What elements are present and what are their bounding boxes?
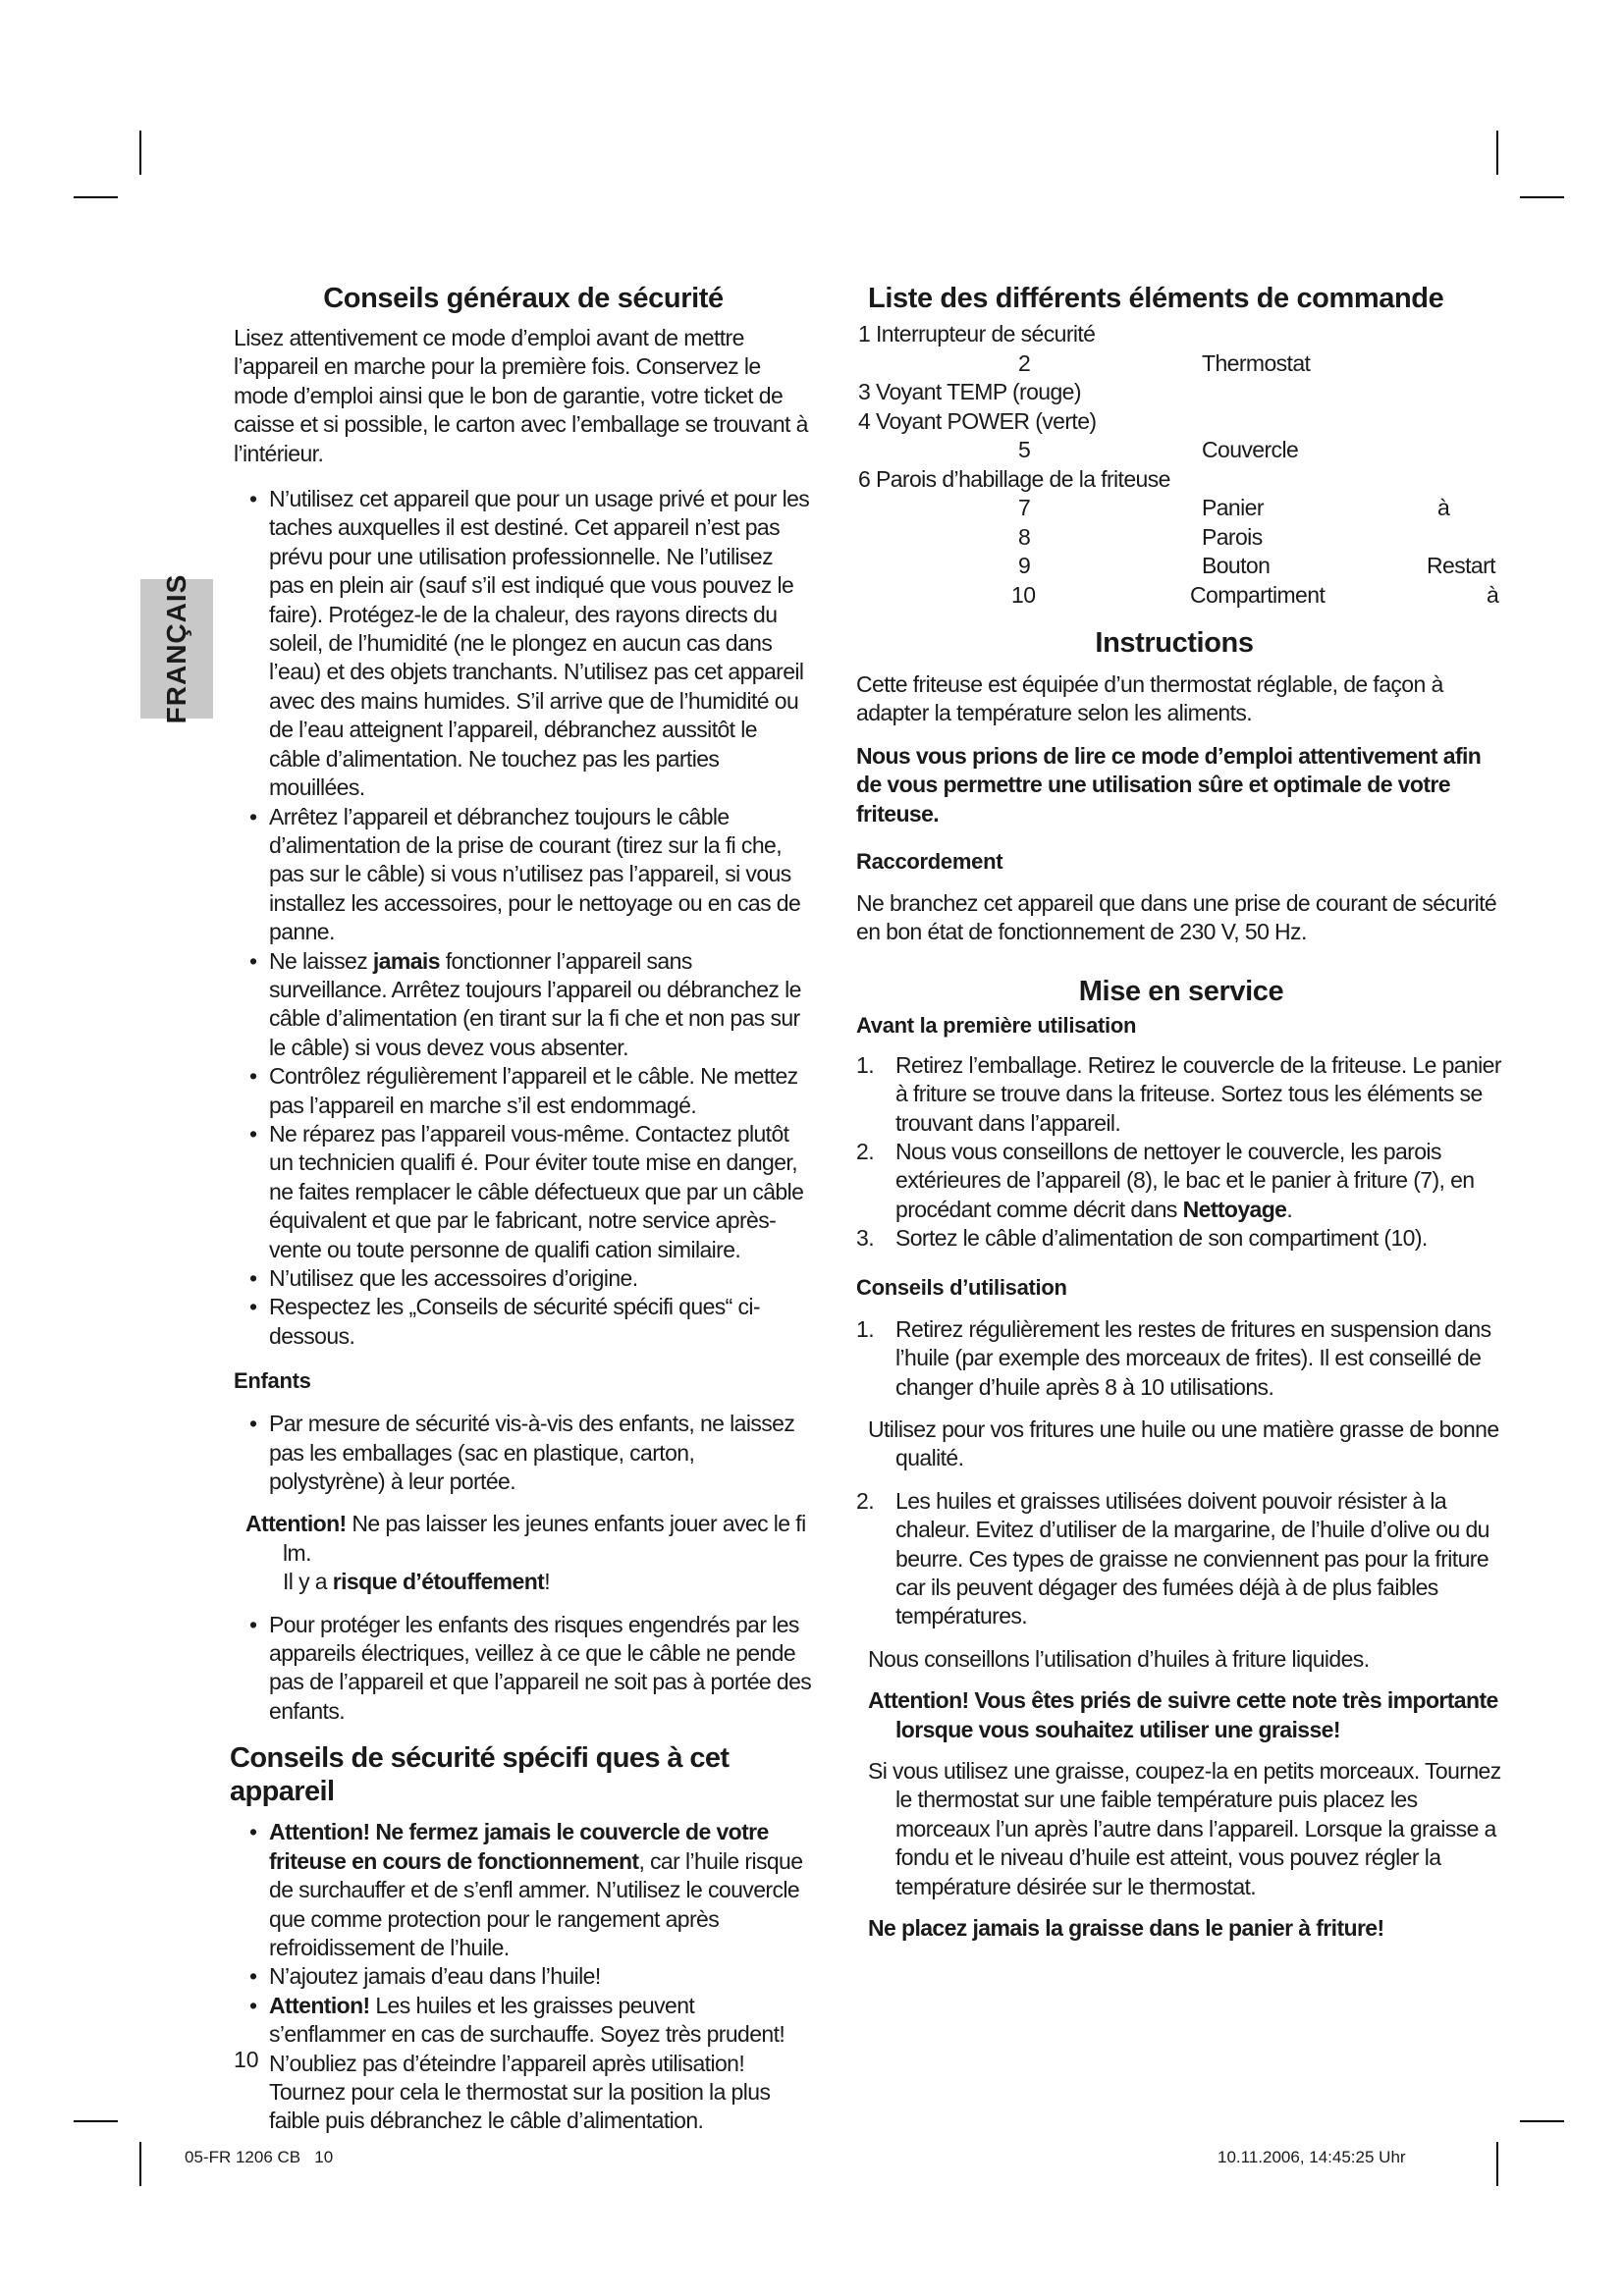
enfants-list [230, 1410, 813, 1496]
list-item: • Contrôlez régulièrement l’appareil et le câble. Ne mettez pas l’appareil en marche s’il est endommagé. [230, 1062, 813, 1120]
control-num: 1 Interrupteur de sécurité [858, 321, 1096, 347]
list-item: • Ne réparez pas l’appareil vous-même. Contactez plutôt un technicien qualifi é. Pour éviter toute mise en danger, ne faites remplacer le câble défectueux que par un câble équivalent et que par le fabricant, notre service après-vente ou toute personne de qualifi cation similaire. [230, 1120, 813, 1264]
attention-label: Attention! [245, 1511, 347, 1537]
crop-mark [74, 2120, 118, 2122]
crop-mark [139, 2142, 141, 2186]
item-number: 3. [856, 1225, 874, 1252]
control-label: Couvercle [1202, 437, 1299, 462]
intro-paragraph: Lisez attentivement ce mode d’emploi avant de mettre l’appareil en marche pour la première fois. Conservez le mode d’emploi ainsi que le bon de garantie, votre ticket de caisse et si possible, le carton avec l’emballage se trouvant à l’intérieur. [234, 325, 808, 466]
crop-mark [1520, 2120, 1564, 2122]
list-item: • Respectez les „Conseils de sécurité spécifi ques“ ci-dessous. [230, 1293, 813, 1351]
list-item: • Pour protéger les enfants des risques engendrés par les appareils électriques, veillez à ce que le câble ne pende pas de l’appareil et que l’appareil ne soit pas à portée des enfants. [230, 1611, 813, 1727]
control-label: Compartiment [1190, 581, 1326, 608]
control-num: 6 Parois d’habillage de la friteuse [858, 465, 1170, 492]
crop-mark [1496, 131, 1498, 175]
text: Ne pas laisser les jeunes enfants jouer avec le fi lm. [283, 1511, 806, 1566]
final-warning: Ne placez jamais la graisse dans le panier à friture! [868, 1915, 1384, 1941]
controls-list [856, 320, 1506, 610]
right-column [856, 282, 1506, 1943]
list-item [856, 1224, 1506, 1253]
raccordement-text: Ne branchez cet appareil que dans une prise de courant de sécurité en bon état de fonctionnement de 230 V, 50 Hz. [856, 890, 1497, 945]
page-number: 10 [234, 2047, 259, 2072]
control-num: 9 [1018, 553, 1031, 578]
enfants-list-2 [230, 1611, 813, 1727]
control-extra: Restart [1427, 553, 1495, 578]
text: ! [544, 1569, 551, 1595]
text: Les huiles et les graisses peuvent s’enflammer en cas de surchauffe. Soyez très prudent! N’oubliez pas d’éteindre l’appareil après utilisation! Tournez pour cela le thermostat sur la position la plus faible puis débranchez le câble d’alimentation. [269, 1992, 785, 2134]
list-item: • N’utilisez que les accessoires d’origine. [230, 1264, 813, 1293]
mise-en-service-title: Mise en service [1078, 975, 1284, 1007]
item-number: 2. [856, 1487, 874, 1514]
footer-left: 05-FR 1206 CB 10 [185, 2148, 334, 2166]
avant-heading: Avant la première utilisation [856, 1012, 1137, 1038]
emphasis: risque d’étouffement [332, 1569, 545, 1595]
instructions-bold: Nous vous prions de lire ce mode d’emploi attentivement afin de vous permettre une utilisation sûre et optimale de votre friteuse. [856, 742, 1482, 827]
enfants-heading: Enfants [234, 1368, 311, 1394]
emphasis: Attention! Ne fermez jamais le couvercle de votre friteuse en cours de fonctionnement [269, 1819, 769, 1874]
control-num: 4 Voyant POWER (verte) [858, 407, 1097, 434]
text: fonctionner l’appareil sans surveillance. Arrêtez toujours l’appareil ou débranchez le câble d’alimentation (en tirant sur la fi che et non pas sur le câble) si vous devez vous absenter. [269, 947, 801, 1060]
list-item: • Arrêtez l’appareil et débranchez toujours le câble d’alimentation de la prise de courant (tirez sur la fi che, pas sur le câble) si vous n’utilisez pas l’appareil, si vous installez les accessoires, pour le nettoyage ou en cas de panne. [230, 803, 813, 947]
list-item [856, 1051, 1506, 1138]
control-num: 7 [1018, 495, 1031, 520]
control-row [856, 552, 1506, 581]
control-row [856, 494, 1506, 523]
graisse-text: Si vous utilisez une graisse, coupez-la en petits morceaux. Tournez le thermostat sur une faible température puis placez les morceaux l’un après l’autre dans l’appareil. Lorsque la graisse a fondu et le niveau d’huile est atteint, vous pouvez régler la température désirée sur le thermostat. [868, 1757, 1501, 1899]
control-row [856, 407, 1506, 437]
control-row [856, 349, 1506, 379]
controls-title: Liste des différents éléments de commande [868, 283, 1444, 314]
list-item [230, 1992, 813, 2136]
control-label: Panier [1202, 495, 1264, 520]
crop-mark [74, 196, 118, 198]
text: Les huiles et graisses utilisées doivent pouvoir résister à la chaleur. Evitez d’utiliser de la margarine, de l’huile d’olive ou du beurre. Ces types de graisse ne conviennent pas pour la friture car ils peuvent dégager des fumées déjà à de plus faibles températures. [895, 1487, 1489, 1629]
raccordement-heading: Raccordement [856, 849, 1003, 875]
avant-list [856, 1051, 1506, 1254]
text: Il y a [283, 1569, 333, 1595]
conseils-list [856, 1315, 1506, 1402]
text: , car l’huile risque de surchauffer et de s’enfl ammer. N’utilisez le couvercle que comme protection pour le rangement après refroidissement de l’huile. [269, 1847, 803, 1960]
control-label: Thermostat [1202, 349, 1311, 376]
list-item: • N’utilisez cet appareil que pour un usage privé et pour les taches auxquelles il est destiné. Cet appareil n’est pas prévu pour une utilisation professionnelle. Ne l’utilisez pas en plein air (sauf s’il est indiqué que vous pouvez le faire). Protégez-le de la chaleur, des rayons directs du soleil, de l’humidité (ne le plongez en aucun cas dans l’eau) et des objets tranchants. N’utilisez pas cet appareil avec des mains humides. S’il arrive que de l’humidité ou de l’eau atteignent l’appareil, débranchez aussitôt le câble d’alimentation. Ne touchez pas les parties mouillées. [230, 485, 813, 802]
attention-bold: Attention! Vous êtes priés de suivre cette note très importante lorsque vous souhaitez utiliser une graisse! [868, 1687, 1498, 1742]
control-num: 3 Voyant TEMP (rouge) [858, 379, 1081, 404]
instructions-text: Cette friteuse est équipée d’un thermostat réglable, de façon à adapter la température selon les aliments. [856, 671, 1443, 726]
language-tab-label: FRANÇAIS [161, 573, 191, 724]
safety-list [230, 485, 813, 1351]
list-item: • N’ajoutez jamais d’eau dans l’huile! [230, 1962, 813, 1991]
crop-mark [1520, 196, 1564, 198]
list-item [856, 1315, 1506, 1402]
conseils-heading: Conseils d’utilisation [856, 1274, 1067, 1300]
list-item [230, 947, 813, 1063]
text: Retirez régulièrement les restes de fritures en suspension dans l’huile (par exemple des morceaux de frites). Il est conseillé de changer d’huile après 8 à 10 utilisations. [895, 1315, 1491, 1400]
control-row [856, 320, 1506, 349]
control-num: 10 [1011, 581, 1036, 608]
text: Nous vous conseillons de nettoyer le couvercle, les parois extérieures de l’appareil (8), le bac et le panier à friture (7), en procédant comme décrit dans [895, 1139, 1475, 1222]
item-number: 1. [856, 1051, 874, 1078]
control-row [856, 436, 1506, 465]
control-row [856, 581, 1506, 611]
general-safety-title: Conseils généraux de sécurité [323, 283, 724, 314]
crop-mark [139, 131, 141, 175]
footer-right: 10.11.2006, 14:45:25 Uhr [1218, 2148, 1406, 2166]
item-number: 1. [856, 1315, 874, 1342]
item-number: 2. [856, 1139, 874, 1165]
control-label: Parois [1202, 523, 1263, 550]
list-item: • Par mesure de sécurité vis-à-vis des enfants, ne laissez pas les emballages (sac en plastique, carton, polystyrène) à leur portée. [230, 1410, 813, 1496]
conseils-list-2 [856, 1487, 1506, 1631]
text: . [1286, 1196, 1293, 1222]
control-label: Bouton [1202, 553, 1271, 578]
control-extra: à [1487, 581, 1499, 608]
control-row [856, 378, 1506, 407]
specific-list [230, 1818, 813, 2135]
list-item [230, 1818, 813, 1962]
control-extra: à [1437, 495, 1450, 520]
control-row [856, 465, 1506, 495]
specific-safety-title: Conseils de sécurité spécifi ques à cet appareil [230, 1742, 730, 1808]
emphasis: jamais [372, 947, 440, 974]
conseils-note: Utilisez pour vos fritures une huile ou une matière grasse de bonne qualité. [868, 1415, 1499, 1471]
instructions-title: Instructions [1095, 627, 1254, 659]
control-num: 8 [1018, 523, 1031, 550]
attention-note [234, 1510, 813, 1568]
crop-mark [1496, 2142, 1498, 2186]
left-column [230, 282, 813, 2136]
control-row [856, 523, 1506, 553]
emphasis: Attention! [269, 1992, 370, 2018]
language-tab [140, 573, 213, 724]
list-item [856, 1487, 1506, 1631]
list-item [856, 1138, 1506, 1224]
text: Retirez l’emballage. Retirez le couvercle de la friteuse. Le panier à friture se trouve dans la friteuse. Sortez tous les éléments se trouvant dans l’appareil. [895, 1051, 1501, 1136]
control-num: 5 [1018, 437, 1031, 462]
liquides-note: Nous conseillons l’utilisation d’huiles à friture liquides. [868, 1645, 1370, 1672]
control-num: 2 [1018, 349, 1031, 376]
text: Ne laissez [269, 947, 373, 974]
emphasis: Nettoyage [1182, 1196, 1287, 1222]
risk-note [234, 1568, 813, 1596]
text: Sortez le câble d’alimentation de son compartiment (10). [895, 1225, 1428, 1252]
